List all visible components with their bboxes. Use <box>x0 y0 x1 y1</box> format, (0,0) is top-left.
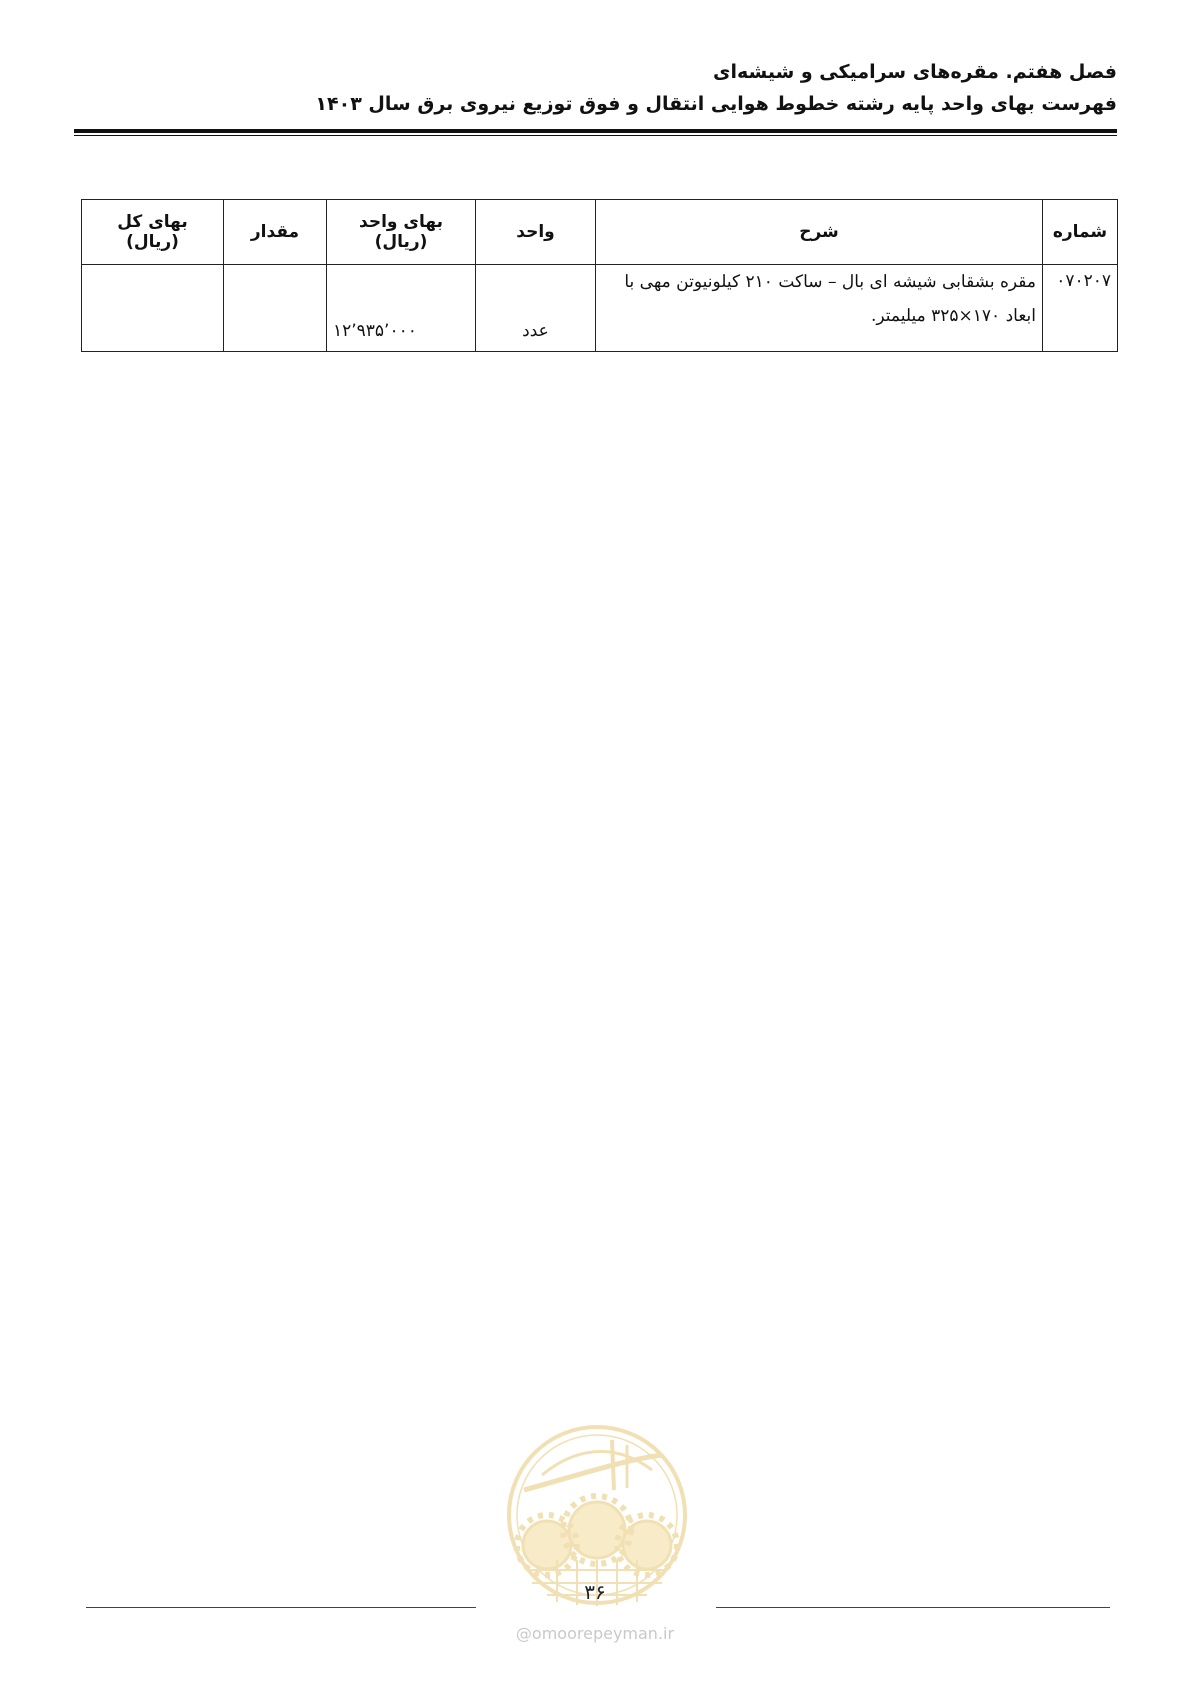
item-description <box>596 265 1043 352</box>
footer-divider-left <box>86 1607 476 1608</box>
item-unit-price: ۱۲٬۹۳۵٬۰۰۰ <box>327 265 476 352</box>
item-description-line-2: ابعاد ۱۷۰×۳۲۵ میلیمتر. <box>870 306 1036 326</box>
item-quantity <box>224 265 327 352</box>
column-header-number: شماره <box>1043 200 1118 265</box>
column-header-quantity: مقدار <box>224 200 327 265</box>
watermark-url: @omoorepeyman.ir <box>515 1624 675 1643</box>
item-unit: عدد <box>476 265 596 352</box>
column-header-unit: واحد <box>476 200 596 265</box>
item-total-price <box>82 265 224 352</box>
column-header-description: شرح <box>596 200 1043 265</box>
header-divider <box>74 129 1117 136</box>
footer-divider-right <box>716 1607 1110 1608</box>
item-description-line-1: مقره بشقابی شیشه ای بال – ساکت ۲۱۰ کیلونیوتن مهی با <box>624 272 1036 292</box>
page-number: ۳۶ <box>584 1580 606 1604</box>
chapter-title: فصل هفتم. مقره‌های سرامیکی و شیشه‌ای <box>713 61 1117 83</box>
column-header-unit-price: بهای واحد (ریال) <box>327 200 476 265</box>
document-title: فهرست بهای واحد پایه رشته خطوط هوایی انتقال و فوق توزیع نیروی برق سال ۱۴۰۳ <box>315 93 1117 115</box>
table-row <box>82 265 1118 352</box>
table-header-row <box>82 200 1118 265</box>
price-table <box>81 199 1118 352</box>
page-header <box>74 56 1117 120</box>
column-header-total-price: بهای کل (ریال) <box>82 200 224 265</box>
item-number: ۰۷۰۲۰۷ <box>1043 265 1118 352</box>
